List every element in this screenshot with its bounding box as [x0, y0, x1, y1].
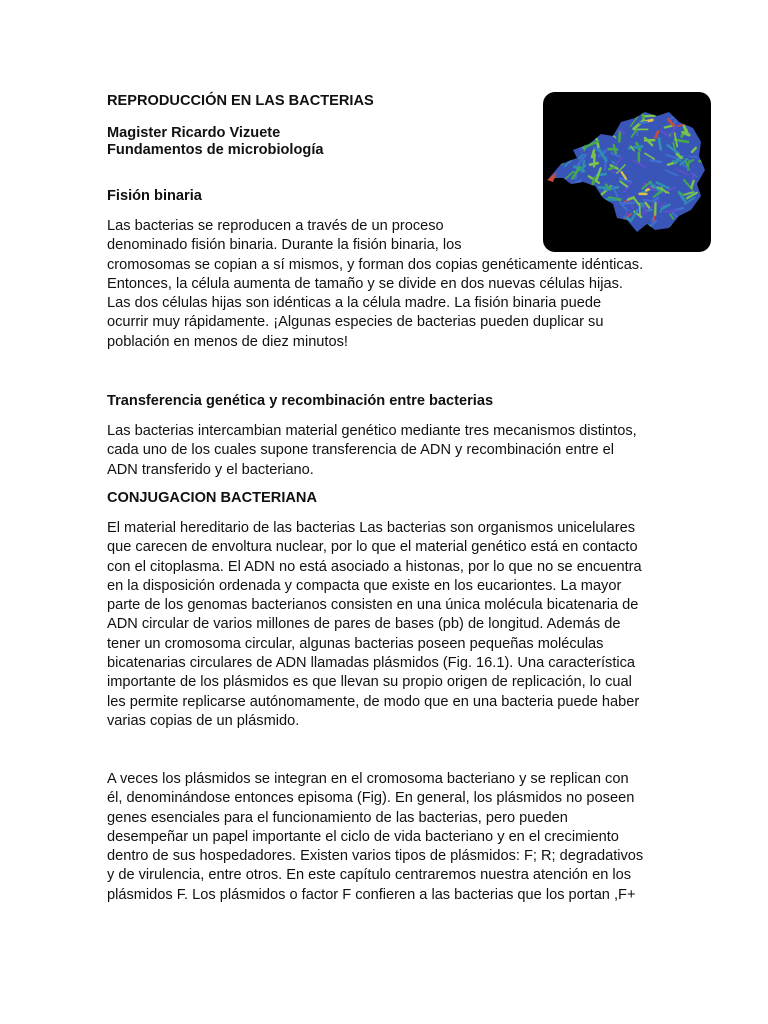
text-line: genes esenciales para el funcionamiento de las bacterias, pero pueden: [107, 809, 568, 826]
text-line: plásmidos F. Los plásmidos o factor F confieren a las bacterias que los portan ,F+: [107, 886, 636, 903]
ribbon-strand: [562, 154, 563, 163]
ribbon-strand: [699, 161, 708, 162]
ribbon-strand: [564, 110, 572, 117]
ribbon-strand: [597, 119, 599, 127]
fision-heading: Fisión binaria: [107, 188, 202, 204]
text-line: desempeñar un papel importante el ciclo de vida bacteriano y en el crecimiento: [107, 828, 619, 845]
ribbon-strand: [620, 230, 623, 238]
ribbon-strand: [570, 140, 579, 147]
ribbon-strand: [690, 223, 694, 230]
text-line: ADN transferido y el bacteriano.: [107, 461, 314, 478]
ribbon-strand: [659, 138, 661, 149]
ribbon-strand: [609, 167, 614, 169]
ribbon-strand: [548, 127, 559, 133]
ribbon-strand: [609, 121, 612, 131]
conjugacion-paragraph-2: [107, 770, 643, 905]
document-title: REPRODUCCIÓN EN LAS BACTERIAS: [107, 93, 374, 109]
ribbon-strand: [596, 217, 602, 220]
ribbon-strand: [580, 219, 589, 226]
ribbon-strand: [659, 232, 662, 240]
ribbon-strand: [589, 219, 592, 226]
transferencia-heading: Transferencia genética y recombinación entre bacterias: [107, 393, 494, 409]
text-line: varias copias de un plásmido.: [107, 712, 300, 729]
ribbon-strand: [565, 224, 572, 232]
ribbon-strand: [640, 122, 647, 123]
ribbon-strand: [689, 156, 697, 157]
ribbon-strand: [580, 222, 588, 226]
ribbon-strand: [577, 124, 582, 128]
ribbon-strand: [613, 229, 620, 234]
text-line: tener un cromosoma circular, algunas bacterias poseen pequeñas moléculas: [107, 635, 604, 652]
ribbon-strand: [577, 136, 580, 141]
ribbon-strand: [658, 231, 669, 238]
ribbon-strand: [596, 201, 608, 204]
ribbon-strand: [643, 226, 649, 236]
ribbon-strand: [568, 215, 579, 218]
author-line: Magister Ricardo Vizuete: [107, 125, 281, 141]
ribbon-strand: [577, 111, 588, 119]
ribbon-strand: [664, 211, 676, 212]
molecular-structure-image: [543, 92, 711, 252]
text-line: él, denominándose entonces episoma (Fig). En general, los plásmidos no poseen: [107, 790, 635, 807]
ribbon-strand: [558, 124, 563, 128]
ribbon-strand: [552, 123, 559, 126]
ribbon-strand: [680, 221, 687, 232]
text-line: Las bacterias intercambian material genético mediante tres mecanismos distintos,: [107, 423, 637, 439]
course-line: Fundamentos de microbiología: [107, 142, 324, 158]
text-line: cromosomas se copian a sí mismos, y forman dos copias genéticamente idénticas.: [107, 256, 644, 273]
text-line: dentro de sus hospedadores. Existen varios tipos de plásmidos: F; R; degradativos: [107, 848, 644, 865]
ribbon-strand: [611, 171, 617, 172]
ribbon-strand: [595, 214, 605, 219]
ribbon-strand: [574, 183, 581, 185]
text-line: ocurrir muy rápidamente. ¡Algunas especies de bacterias pueden duplicar su: [107, 314, 604, 331]
ribbon-strand: [568, 212, 576, 215]
ribbon-strand: [693, 174, 694, 180]
ribbon-strand: [694, 117, 700, 121]
conjugacion-paragraph-1: [107, 519, 642, 731]
ribbon-strand: [585, 185, 590, 187]
ribbon-strand: [626, 229, 632, 241]
ribbon-strand: [693, 213, 696, 226]
ribbon-strand: [557, 184, 562, 189]
ribbon-strand: [650, 160, 661, 162]
ribbon-strand: [553, 224, 559, 229]
ribbon-strand: [596, 200, 597, 209]
ribbon-strand: [555, 111, 565, 113]
ribbon-strand: [691, 233, 701, 237]
ribbon-strand: [552, 233, 555, 239]
ribbon-strand: [683, 116, 690, 126]
text-line: Las dos células hijas son idénticas a la célula madre. La fisión binaria puede: [107, 295, 602, 312]
ribbon-strand: [619, 131, 620, 142]
text-line: les permite replicarse autónomamente, de modo que en una bacteria puede haber: [107, 693, 640, 710]
ribbon-strand: [564, 224, 569, 235]
ribbon-strand: [590, 199, 597, 200]
ribbon-strand: [594, 230, 607, 235]
ribbon-strand: [568, 200, 571, 207]
ribbon-strand: [560, 143, 561, 152]
ribbon-strand: [602, 113, 613, 117]
ribbon-strand: [598, 209, 602, 216]
ribbon-strand: [686, 223, 694, 232]
ribbon-strand: [607, 203, 610, 207]
ribbon-strand: [686, 220, 698, 222]
ribbon-strand: [568, 213, 573, 214]
ribbon-strand: [573, 218, 582, 223]
protein-ribbon-illustration: [543, 92, 711, 252]
text-line: población en menos de diez minutos!: [107, 333, 348, 350]
ribbon-strand: [585, 229, 589, 233]
text-line: parte de los genomas bacterianos consisten en una única molécula bicatenaria de: [107, 597, 639, 614]
ribbon-strand: [576, 230, 581, 239]
text-line: denominado fisión binaria. Durante la fisión binaria, los: [107, 237, 462, 254]
text-line: con el citoplasma. El ADN no está asociado a histonas, por lo que no se encuentra: [107, 558, 642, 575]
ribbon-strand: [543, 223, 553, 226]
ribbon-strand: [597, 111, 606, 120]
ribbon-strand: [566, 117, 575, 121]
text-line: El material hereditario de las bacterias Las bacterias son organismos unicelulares: [107, 520, 636, 536]
ribbon-strand: [610, 116, 614, 123]
text-line: bicatenarias circulares de ADN llamadas plásmidos (Fig. 16.1). Una característica: [107, 655, 636, 672]
ribbon-strand: [565, 231, 574, 238]
text-line: que carecen de envoltura nuclear, por lo que el material genético está en contacto: [107, 539, 638, 556]
ribbon-strand: [583, 189, 589, 190]
ribbon-strand: [586, 188, 588, 198]
ribbon-strand: [590, 197, 597, 207]
text-line: y de virulencia, entre otros. En este capítulo centraremos nuestra atención en los: [107, 867, 632, 884]
ribbon-strand: [555, 224, 561, 234]
ribbon-strand: [552, 111, 564, 118]
ribbon-strand: [673, 229, 685, 236]
ribbon-strand: [569, 200, 572, 212]
text-line: importante de los plásmidos es que llevan su propio origen de replicación, lo cual: [107, 674, 632, 691]
ribbon-strand: [564, 186, 576, 190]
ribbon-strand: [559, 188, 567, 193]
ribbon-strand: [646, 231, 651, 237]
ribbon-strand: [550, 203, 557, 211]
ribbon-strand: [679, 223, 690, 225]
ribbon-strand: [672, 233, 682, 242]
ribbon-strand: [612, 223, 618, 230]
ribbon-strand: [557, 155, 561, 162]
transferencia-paragraph: [107, 422, 637, 480]
ribbon-strand: [553, 178, 562, 181]
ribbon-strand: [700, 232, 711, 236]
ribbon-strand: [570, 230, 575, 234]
ribbon-strand: [694, 218, 703, 229]
text-line: A veces los plásmidos se integran en el cromosoma bacteriano y se replican con: [107, 771, 629, 787]
ribbon-strand: [548, 129, 558, 130]
text-line: Las bacterias se reproducen a través de un proceso: [107, 218, 444, 234]
ribbon-strand: [622, 114, 633, 116]
ribbon-strand: [574, 230, 575, 238]
ribbon-strand: [567, 114, 570, 124]
ribbon-strand: [618, 232, 622, 242]
ribbon-strand: [563, 126, 576, 128]
ribbon-strand: [603, 130, 612, 134]
ribbon-strand: [557, 217, 566, 219]
text-line: en la disposición ordenada y compacta que existe en los eucariontes. La mayor: [107, 577, 622, 594]
ribbon-strand: [594, 190, 595, 200]
ribbon-strand: [600, 111, 601, 116]
text-line: cada uno de los cuales supone transferencia de ADN y recombinación entre el: [107, 442, 615, 459]
ribbon-strand: [598, 204, 608, 205]
conjugacion-heading: CONJUGACION BACTERIANA: [107, 490, 317, 506]
ribbon-strand: [696, 119, 703, 120]
ribbon-strand: [594, 154, 595, 166]
text-line: ADN circular de varios millones de pares de bases (pb) de longitud. Además de: [107, 616, 621, 633]
ribbon-strand: [695, 225, 697, 236]
ribbon-strand: [592, 150, 594, 157]
ribbon-strand: [699, 138, 704, 139]
ribbon-strand: [644, 116, 655, 117]
ribbon-strand: [566, 224, 569, 229]
ribbon-strand: [549, 160, 559, 167]
ribbon-strand: [690, 121, 694, 126]
text-line: Entonces, la célula aumenta de tamaño y se divide en dos nuevas células hijas.: [107, 275, 623, 292]
ribbon-strand: [560, 221, 562, 233]
ribbon-strand: [604, 234, 613, 238]
